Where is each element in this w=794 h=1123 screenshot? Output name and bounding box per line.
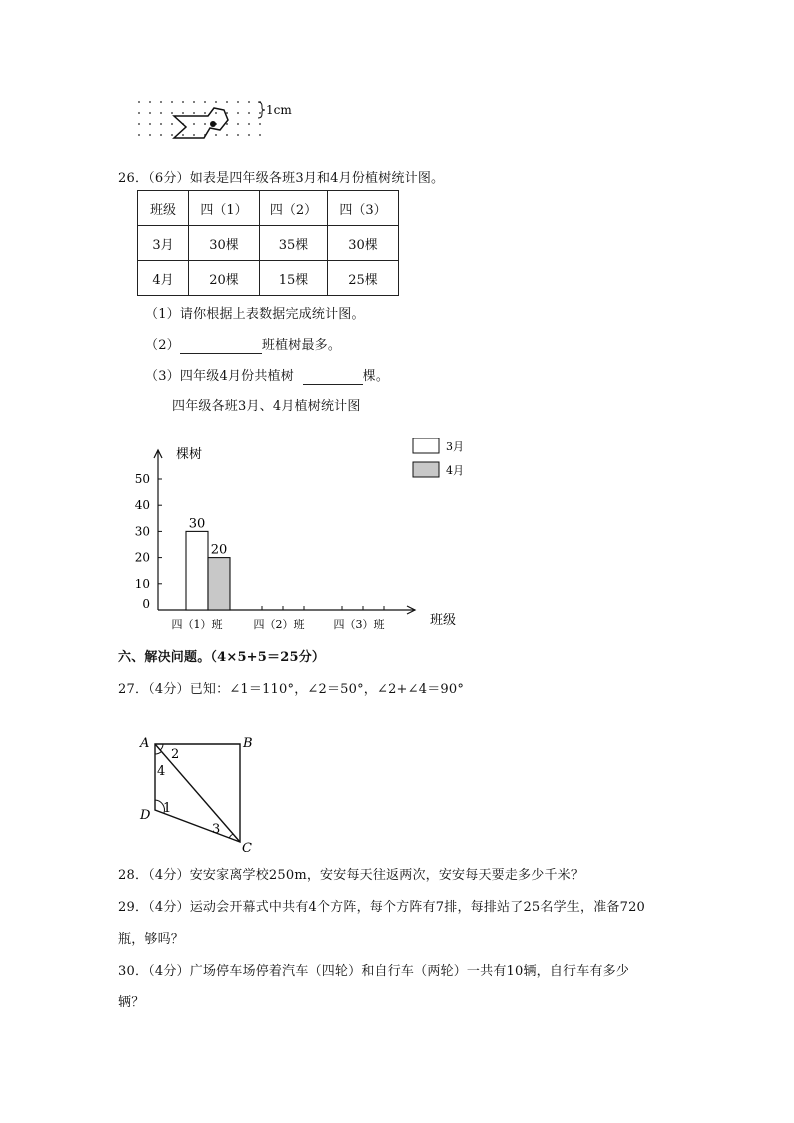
grid-dot	[193, 112, 195, 114]
bar-data-label: 20	[210, 542, 228, 558]
grid-dot	[259, 134, 261, 136]
table-cell: 35棵	[260, 226, 328, 261]
answer-blank[interactable]	[303, 369, 363, 385]
planting-table	[137, 190, 399, 296]
table-header-cell: 四（3）	[328, 191, 399, 226]
grid-dot	[204, 123, 206, 125]
grid-dot	[138, 123, 140, 125]
vertex-A: A	[140, 736, 150, 751]
grid-dot	[215, 134, 217, 136]
angle-arc-4	[155, 752, 162, 755]
grid-dot	[215, 101, 217, 103]
y-tick-label: 30	[134, 524, 150, 539]
grid-dot	[237, 101, 239, 103]
table-cell: 20棵	[189, 261, 260, 296]
answer-blank[interactable]	[180, 338, 262, 354]
bar-4月	[208, 558, 230, 610]
legend-swatch	[413, 462, 439, 477]
angle-label-1: 1	[163, 801, 172, 816]
arrow-shape	[174, 108, 228, 138]
bar-3月	[186, 531, 208, 610]
grid-dot	[138, 101, 140, 103]
angle-label-2: 2	[171, 747, 180, 762]
table-row	[138, 226, 399, 261]
grid-dot	[226, 112, 228, 114]
grid-dot	[237, 123, 239, 125]
grid-dot	[237, 134, 239, 136]
table-cell: 25棵	[328, 261, 399, 296]
grid-dot	[138, 112, 140, 114]
grid-dot	[160, 112, 162, 114]
grid-dot	[149, 134, 151, 136]
q26-sub2-suffix: 班植树最多。	[261, 338, 342, 353]
x-tick-label: 四（1）班	[171, 618, 223, 631]
grid-dot	[226, 123, 228, 125]
table-header-row	[138, 191, 399, 226]
grid-dot	[182, 112, 184, 114]
q26-sub3	[145, 365, 389, 385]
q26-sub2	[145, 334, 341, 354]
grid-dot	[215, 112, 217, 114]
q26-sub1: （1）请你根据上表数据完成统计图。	[145, 307, 365, 322]
shape-center-dot	[210, 121, 216, 127]
grid-dot	[248, 134, 250, 136]
q29-line1: 29．（4分）运动会开幕式中共有4个方阵，每个方阵有7排，每排站了25名学生，准备720	[118, 900, 646, 915]
table-row	[138, 261, 399, 296]
q27-header: 27．（4分）已知：∠1＝110°，∠2＝50°，∠2+∠4＝90°	[118, 682, 465, 697]
angle-arc-3	[229, 834, 233, 838]
grid-dot	[193, 101, 195, 103]
x-axis-label: 班级	[430, 613, 457, 628]
angle-label-4: 4	[157, 764, 166, 779]
table-header-cell: 班级	[138, 191, 189, 226]
vertex-C: C	[242, 841, 252, 855]
grid-dot	[171, 134, 173, 136]
q26-sub3-suffix: 棵。	[362, 369, 390, 384]
grid-dot	[171, 101, 173, 103]
y-axis-label: 棵树	[176, 447, 203, 462]
vertex-D: D	[140, 808, 151, 823]
y-tick-label: 10	[134, 576, 150, 591]
grid-dot	[149, 123, 151, 125]
table-cell: 4月	[138, 261, 189, 296]
grid-dot	[259, 123, 261, 125]
table-cell: 30棵	[328, 226, 399, 261]
q28-text: 28．（4分）安安家离学校250m，安安每天往返两次，安安每天要走多少千米？	[118, 868, 585, 883]
table-cell: 30棵	[189, 226, 260, 261]
grid-dot	[248, 112, 250, 114]
grid-dot	[149, 112, 151, 114]
grid-dot	[182, 134, 184, 136]
grid-dot	[160, 123, 162, 125]
grid-dot	[171, 112, 173, 114]
y-tick-label: 20	[134, 550, 150, 565]
grid-dot	[226, 134, 228, 136]
x-tick-label: 四（2）班	[253, 618, 305, 631]
angle-label-3: 3	[212, 822, 221, 837]
grid-dot	[138, 134, 140, 136]
y-tick-label: 40	[134, 498, 150, 513]
grid-dot	[193, 134, 195, 136]
chart-title: 四年级各班3月、4月植树统计图	[172, 399, 361, 414]
table-header-cell: 四（2）	[260, 191, 328, 226]
grid-dot	[226, 101, 228, 103]
q30-line1: 30．（4分）广场停车场停着汽车（四轮）和自行车（两轮）一共有10辆，自行车有多少	[118, 964, 630, 979]
legend-label: 4月	[446, 464, 464, 477]
dot-grid	[138, 101, 261, 136]
angle-arc-2	[160, 744, 163, 750]
grid-dot	[237, 112, 239, 114]
grid-dot	[248, 123, 250, 125]
dot-grid-figure	[130, 96, 310, 148]
q26-header: 26．（6分）如表是四年级各班3月和4月份植树统计图。	[118, 171, 445, 186]
grid-dot	[204, 101, 206, 103]
y-tick-label: 50	[134, 472, 150, 486]
bar-data-label: 30	[188, 516, 206, 532]
q29-line2: 瓶，够吗？	[118, 932, 185, 947]
grid-dot	[149, 101, 151, 103]
y-tick-label: 0	[142, 597, 150, 611]
table-cell: 15棵	[260, 261, 328, 296]
scale-brace	[258, 102, 265, 118]
quadrilateral-figure	[130, 730, 270, 855]
legend-label: 3月	[446, 440, 464, 453]
vertex-B: B	[243, 736, 253, 751]
table-cell: 3月	[138, 226, 189, 261]
grid-dot	[193, 123, 195, 125]
scale-label: 1cm	[266, 103, 292, 117]
q30-line2: 辆？	[118, 995, 145, 1010]
grid-dot	[171, 123, 173, 125]
bar-chart	[130, 438, 470, 638]
grid-dot	[182, 101, 184, 103]
section-6-title: 六、解决问题。（4×5+5＝25分）	[118, 650, 326, 665]
table-header-cell: 四（1）	[189, 191, 260, 226]
grid-dot	[259, 112, 261, 114]
x-tick-label: 四（3）班	[333, 618, 385, 631]
legend-swatch	[413, 438, 439, 453]
q26-sub2-prefix: （2）	[145, 338, 180, 353]
q26-sub3-prefix: （3）四年级4月份共植树	[145, 369, 294, 384]
grid-dot	[160, 101, 162, 103]
grid-dot	[204, 112, 206, 114]
grid-dot	[248, 101, 250, 103]
diagonal-AC	[155, 744, 240, 842]
grid-dot	[160, 134, 162, 136]
